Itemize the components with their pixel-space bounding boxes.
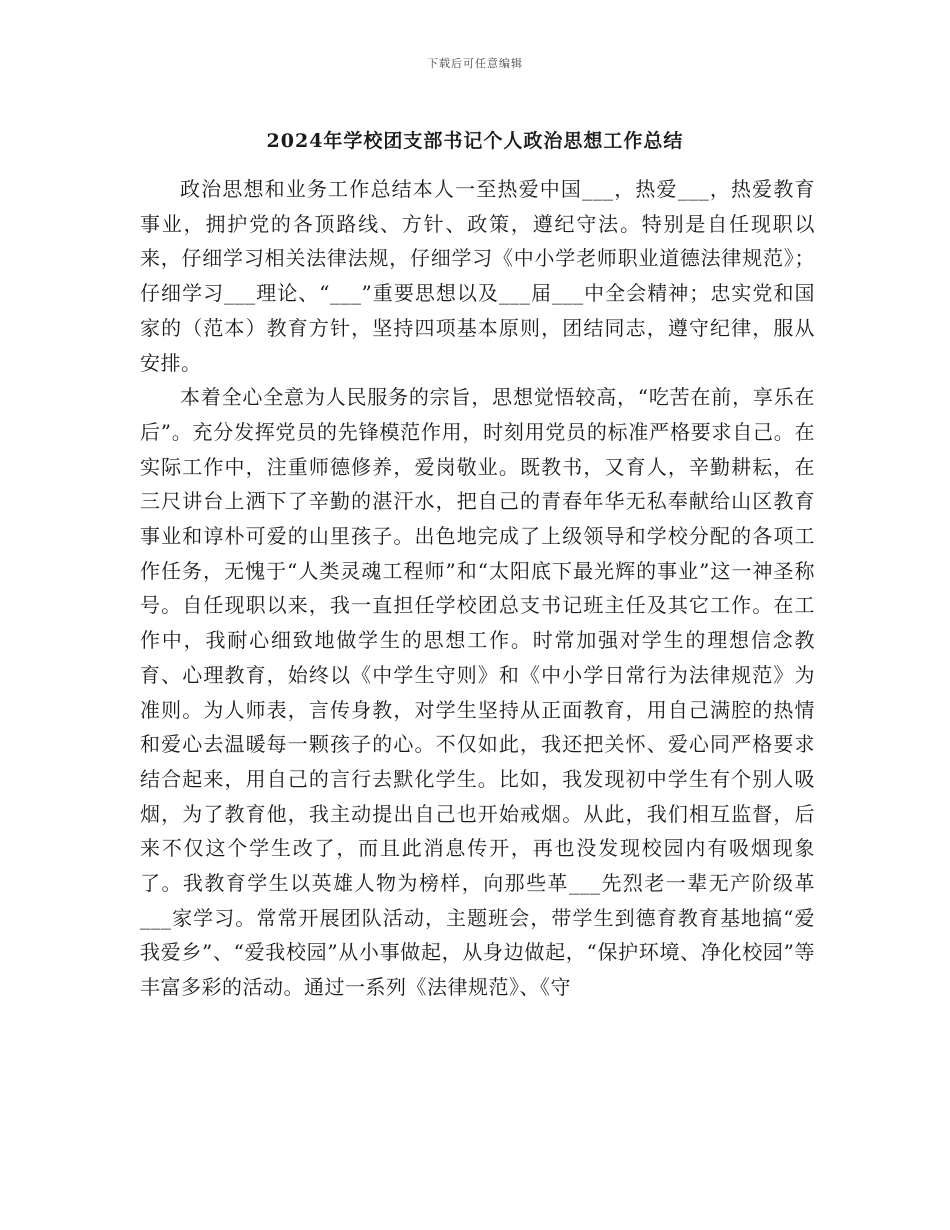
paragraph-2: 本着全心全意为人民服务的宗旨，思想觉悟较高，“吃苦在前，享乐在后”。充分发挥党员的先锋模范作用，时刻用党员的标准严格要求自己。在实际工作中，注重师德修养，爱岗敬业。既教书，又育人，辛勤耕耘，在三尺讲台上洒下了辛勤的湛汗水，把自己的青春年华无私奉献给山区教育事业和谆朴可爱的山里孩子。出色地完成了上级领导和学校分配的各项工作任务，无愧于“人类灵魂工程师”和“太阳底下最光辉的事业”这一神圣称号。自任现职以来，我一直担任学校团总支书记班主任及其它工作。在工作中，我耐心细致地做学生的思想工作。时常加强对学生的理想信念教育、心理教育，始终以《中学生守则》和《中小学日常行为法律规范》为准则。为人师表，言传身教，对学生坚持从正面教育，用自己满腔的热情和爱心去温暖每一颗孩子的心。不仅如此，我还把关怀、爱心同严格要求结合起来，用自己的言行去默化学生。比如，我发现初中学生有个别人吸烟，为了教育他，我主动提出自己也开始戒烟。从此，我们相互监督，后来不仅这个学生改了，而且此消息传开，再也没发现校园内有吸烟现象了。我教育学生以英雄人物为榜样，向那些革___先烈老一辈无产阶级革___家学习。常常开展团队活动，主题班会，带学生到德育教育基地搞“爱我爱乡”、“爱我校园”从小事做起，从身边做起，“保护环境、净化校园”等丰富多彩的活动。通过一系列《法律规范》、《守 bbox=[140, 385, 815, 1000]
paragraph-1: 政治思想和业务工作总结本人一至热爱中国___，热爱___，热爱教育事业，拥护党的各顶路线、方针、政策，遵纪守法。特别是自任现职以来，仔细学习相关法律法规，仔细学习《中小学老师职业道德法律规范》；仔细学习___理论、“___”重要思想以及___届___中全会精神；忠实党和国家的（范本）教育方针，坚持四项基本原则，团结同志，遵守纪律，服从安排。 bbox=[140, 177, 815, 375]
document-title: 2024年学校团支部书记个人政治思想工作总结 bbox=[266, 130, 684, 152]
header-note: 下载后可任意编辑 bbox=[427, 57, 523, 70]
document-body bbox=[140, 172, 815, 1005]
